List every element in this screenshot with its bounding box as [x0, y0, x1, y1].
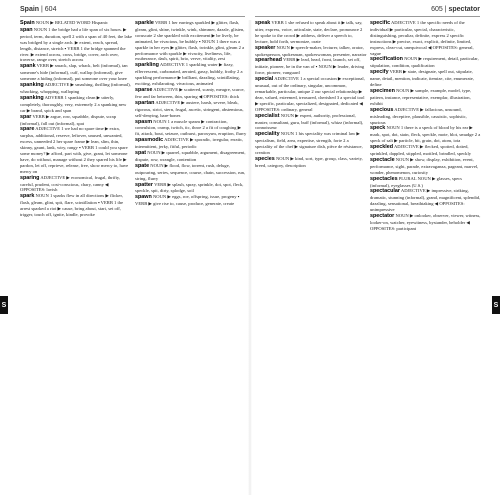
entry-headword: spatter — [135, 181, 153, 188]
dictionary-entry — [20, 63, 132, 82]
entry-headword: spectator — [370, 213, 395, 220]
entry-definition: VERB ▶ smack, slap, whack, belt (informal), tan someone's hide (informal), cuff, wallop (informal), give someone a hiding (informal), put someone over your knee — [20, 63, 128, 82]
dictionary-entry — [255, 76, 367, 112]
entry-definition: ADJECTIVE 1 we had no spare time ▶ extra, surplus, additional, reserve, leftover, unused, unwanted, excess, unneeded 2 her spare frame ▶ lean, slim, thin, skinny, gaunt, lank, wiry, rangy ▪ VERB 1 could you spare some money? ▶ afford, part with, give, grant, let someone have, do without, manage without 2 they spared his life ▶ pardon, let off, reprieve, release, free, show mercy to, have mercy on — [20, 126, 129, 174]
entry-headword: spanking — [20, 94, 44, 101]
dictionary-entry — [255, 156, 367, 169]
dictionary-entry — [255, 131, 367, 156]
right-header-rule — [255, 16, 480, 17]
entry-definition: VERB ▶ state, designate, spell out, stipulate, name, detail, mention, indicate, itemize, cite, enumerate, define — [370, 69, 474, 88]
dictionary-entry — [370, 69, 482, 88]
dictionary-entry — [255, 57, 367, 76]
dictionary-entry — [135, 87, 247, 100]
entry-definition: ADJECTIVE ▶ austere, harsh, severe, bleak, rigorous, strict, stern, frugal, ascetic, stringent, abstemious, self-denying, bare-bones — [135, 99, 244, 118]
dictionary-entry — [20, 20, 132, 27]
entry-definition: VERB 1 her earrings sparkled ▶ glitter, flash, gleam, glint, shine, twinkle, wink, shimmer, dazzle, glisten, coruscate 2 she sparkled with excitement ▶ be lively, be animated, be vivacious, be bubbly ▪ NOUN 1 there was a sparkle in her eyes ▶ glitter, flash, twinkle, glint, gleam 2 a performance with sparkle ▶ vivacity, liveliness, life, exuberance, dash, spirit, brio, verve, vitality, zest — [135, 20, 245, 62]
dictionary-entry — [255, 113, 367, 132]
entry-headword: spectacular — [370, 188, 400, 195]
entry-definition: VERB ▶ lead, head, front, launch, set off, initiate, pioneer, be in the van of ▪ NOUN ▶ leader, driving force, pioneer, vanguard — [255, 57, 365, 76]
entry-headword: spectacles — [370, 175, 398, 182]
entry-headword: specialist — [255, 112, 280, 119]
entry-headword: spartan — [135, 99, 155, 106]
column-1 — [20, 20, 132, 495]
dictionary-entry — [20, 27, 132, 63]
entry-definition: NOUN ▶ speech-maker, lecturer, talker, orator, spokesperson, spokesman, spokeswoman, presenter, narrator — [255, 44, 367, 57]
entry-headword: specification — [370, 56, 403, 63]
entry-definition: ADJECTIVE ▶ flecked, spotted, dotted, sprinkled, dappled, stippled, mottled, brindled, speckly — [370, 144, 472, 157]
entry-definition: NOUN 1 his speciality was criminal law ▶ specialism, field, area, expertise, strength, forte 2 a speciality of the chef ▶ signature dish, pièce de résistance, creation — [255, 131, 363, 156]
dictionary-entry — [370, 125, 482, 144]
column-2 — [135, 20, 247, 495]
entry-headword: speck — [370, 125, 386, 132]
entry-headword: speckled — [370, 144, 394, 151]
entry-definition: NOUN ▶ requirement, detail, particular, stipulation, condition, qualification — [370, 56, 479, 69]
entry-definition: NOUN ▶ RELATED WORD Hispanic — [35, 20, 108, 25]
column-3 — [255, 20, 367, 495]
dictionary-entry — [255, 20, 367, 45]
entry-definition: NOUN ▶ expert, authority, professional, master, consultant, guru, buff (informal), whizz (informal), connoisseur — [255, 112, 364, 131]
entry-headword: speciality — [255, 131, 280, 138]
entry-headword: spare — [20, 126, 35, 133]
entry-headword: speak — [255, 20, 271, 26]
entry-headword: spank — [20, 63, 36, 70]
dictionary-entry — [370, 176, 482, 189]
dictionary-entry — [20, 175, 132, 194]
dictionary-entry — [370, 157, 482, 176]
dictionary-entry — [370, 56, 482, 69]
entry-definition: VERB ▶ argue, row, squabble, dispute, scrap (informal), fall out (informal), spat — [20, 113, 116, 126]
entry-definition: ADJECTIVE ▶ smashing, thrilling (informal), whacking, whopping, walloping — [20, 82, 131, 94]
entry-headword: spasm — [135, 118, 153, 125]
entry-headword: span — [20, 26, 33, 33]
entry-definition: ADJECTIVE 1 sparkling water ▶ fizzy, effervescent, carbonated, aerated, gassy, bubbly, frothy 2 a sparkling performance ▶ brilliant, dazzling, scintillating, exciting, exhilarating, vivacious, animated — [135, 62, 243, 87]
entry-headword: sparing — [20, 174, 40, 181]
right-header-separator: | — [444, 6, 449, 13]
dictionary-entry — [20, 95, 132, 114]
entry-headword: spar — [20, 113, 32, 120]
entry-definition: VERB 1 she refused to speak about it ▶ talk, say, utter, express, voice, articulate, state, declare, pronounce 2 he spoke to the crowd ▶ address, deliver a speech to, lecture, hold forth, sermonize, orate — [255, 20, 363, 44]
entry-headword: species — [255, 155, 275, 162]
dictionary-entry — [135, 62, 247, 87]
right-page-header — [431, 6, 480, 16]
entry-definition: NOUN ▶ quarrel, squabble, argument, disagreement, dispute, row, wrangle, contention — [135, 150, 246, 162]
dictionary-entry — [135, 163, 247, 182]
entry-definition: ADJECTIVE 1 the specific needs of the individual ▶ particular, special, characteristic, distinguishing, peculiar, definite, express 2 specific instructions ▶ precise, exact, explicit, definite, limited, express, clear-cut, unequivocal ◀ OPPOSITES: general, vague — [370, 20, 474, 56]
entry-definition: ADJECTIVE ▶ sporadic, irregular, erratic, intermittent, jerky, fitful, periodic — [135, 137, 244, 150]
entry-definition: NOUN 1 a muscle spasm ▶ contraction, convulsion, cramp, twitch, tic, throe 2 a fit of coughing ▶ fit, attack, bout, seizure, outburst, paroxysm, eruption, flurry — [135, 118, 247, 137]
entry-definition: ADJECTIVE 1 a special occasion ▶ exceptional, unusual, out of the ordinary, singular, uncommon, remarkable, particular, unique 2 our special relationship ▶ dear, valued, esteemed, treasured, cherished 3 a special tool ▶ specific, particular, specialized, designated, dedicated ◀ OPPOSITES: ordinary, general — [255, 76, 365, 112]
dictionary-entry — [135, 100, 247, 119]
entry-headword: spawn — [135, 194, 152, 201]
entry-definition: VERB ▶ splash, spray, sprinkle, dot, spot, fleck, speckle, spit, dirty, splodge, soil — [135, 181, 244, 194]
entry-headword: spanking — [20, 82, 44, 89]
entry-definition: ADJECTIVE ▶ fallacious, unsound, misleading, deceptive, plausible, casuistic, sophistic, spurious — [370, 106, 467, 125]
dictionary-entry — [370, 107, 482, 126]
entry-definition: ADJECTIVE ▶ impressive, striking, dramatic, stunning (informal), grand, magnificent, splendid, dazzling, sensational, breathtaking ◀ OPPOSITES: unimpressive — [370, 188, 481, 213]
entry-headword: special — [255, 76, 274, 83]
dictionary-entry — [370, 144, 482, 157]
dictionary-entry — [370, 20, 482, 56]
entry-headword: sparse — [135, 86, 153, 93]
dictionary-entry — [255, 45, 367, 58]
entry-headword: specify — [370, 69, 389, 76]
entry-definition: NOUN 1 there is a speck of blood by his ear ▶ mark, spot, dot, stain, fleck, speckle, mote, blot, smudge 2 a speck of salt ▶ particle, bit, grain, dot, atom, iota — [370, 125, 481, 144]
entry-headword: spark — [20, 193, 35, 200]
entry-headword: sparkle — [135, 20, 154, 26]
dictionary-entry — [370, 188, 482, 213]
entry-headword: specific — [370, 20, 391, 26]
dictionary-entry — [135, 119, 247, 138]
entry-headword: sparkling — [135, 62, 159, 69]
dictionary-entry — [20, 114, 132, 127]
entry-definition: NOUN 1 the bridge had a life span of six hours. ▶ period, term, duration, spell 2 with a span of 40 feet, the lake was bridged by a single arch. ▶ extent, reach, spread, length, distance, stretch ▪ VERB 1 the bridge spanned the river. ▶ extend across, cross, bridge, cover, arch over, traverse, range over, stretch across — [20, 26, 132, 63]
dictionary-entry — [370, 88, 482, 107]
entry-headword: spectacle — [370, 156, 395, 163]
entry-headword: specious — [370, 106, 394, 113]
entry-definition: NOUN ▶ eggs, roe, offspring, issue, progeny ▪ VERB ▶ give rise to, cause, produce, generate, create — [135, 194, 240, 207]
entry-definition: PLURAL NOUN ▶ glasses, specs (informal), eyeglasses (U.S.) — [370, 175, 462, 188]
dictionary-entry — [135, 20, 247, 62]
entry-headword: spate — [135, 162, 150, 169]
book-gutter — [248, 20, 252, 495]
entry-headword: spearhead — [255, 57, 282, 64]
dictionary-entry — [135, 182, 247, 195]
left-header-word: Spain — [20, 6, 40, 13]
left-header-separator: | — [41, 6, 45, 13]
entry-headword: speaker — [255, 44, 276, 51]
entry-definition: ADVERB 1 spanking clean ▶ utterly, completely, thoroughly, very, extremely 2 a spanking new car ▶ brand, spick and span — [20, 94, 127, 113]
entry-headword: specimen — [370, 87, 395, 94]
left-header-rule — [20, 16, 245, 17]
dictionary-entry — [135, 150, 247, 163]
thumb-index-tab-right: S — [492, 296, 500, 314]
dictionary-entry — [370, 213, 482, 232]
entry-definition: ADJECTIVE ▶ economical, frugal, thrifty, careful, prudent, cost-conscious, chary, canny ◀ OPPOSITES: lavish — [20, 174, 121, 193]
entry-definition: NOUN ▶ kind, sort, type, group, class, variety, breed, category, description — [255, 155, 363, 168]
dictionary-entry — [20, 82, 132, 95]
entry-definition: NOUN 1 sparks flew in all directions ▶ flicker, flash, gleam, glint, spit, flare, scintillation ▪ VERB 1 the arrest sparked a riot ▶ cause, bring about, start, set off, trigger, touch off, ignite, kindle, provoke — [20, 193, 124, 218]
entry-definition: NOUN ▶ flood, flow, torrent, rush, deluge, outpouring, series, sequence, course, chain, succession, run, string, flurry — [135, 162, 246, 181]
column-4 — [370, 20, 482, 495]
entry-definition: NOUN ▶ show, display, exhibition, event, performance, sight, parade, extravaganza, pageant, marvel, wonder, phenomenon, curiosity — [370, 156, 479, 175]
entry-headword: spat — [135, 150, 147, 157]
right-page-number: 605 — [431, 6, 443, 13]
entry-definition: NOUN ▶ onlooker, observer, viewer, witness, looker-on, watcher, eyewitness, bystander, beholder ◀ OPPOSITES: participant — [370, 213, 481, 231]
dictionary-entry — [20, 193, 132, 218]
entry-headword: spasmodic — [135, 137, 164, 144]
dictionary-entry — [135, 194, 247, 207]
dictionary-entry — [135, 137, 247, 150]
thumb-index-tab-left: S — [0, 296, 8, 314]
right-header-word: spectator — [448, 6, 480, 13]
entry-definition: ADJECTIVE ▶ scattered, scanty, meagre, scarce, few and far between, thin, sparing ◀ OPPOSITES: thick — [135, 86, 245, 99]
entry-headword: Spain — [20, 20, 35, 26]
left-page-header — [20, 6, 56, 16]
left-page-number: 604 — [44, 6, 57, 13]
dictionary-entry — [20, 126, 132, 174]
entry-definition: NOUN ▶ sample, example, model, type, pattern, instance, representative, exemplar, illustration, exhibit — [370, 87, 472, 106]
